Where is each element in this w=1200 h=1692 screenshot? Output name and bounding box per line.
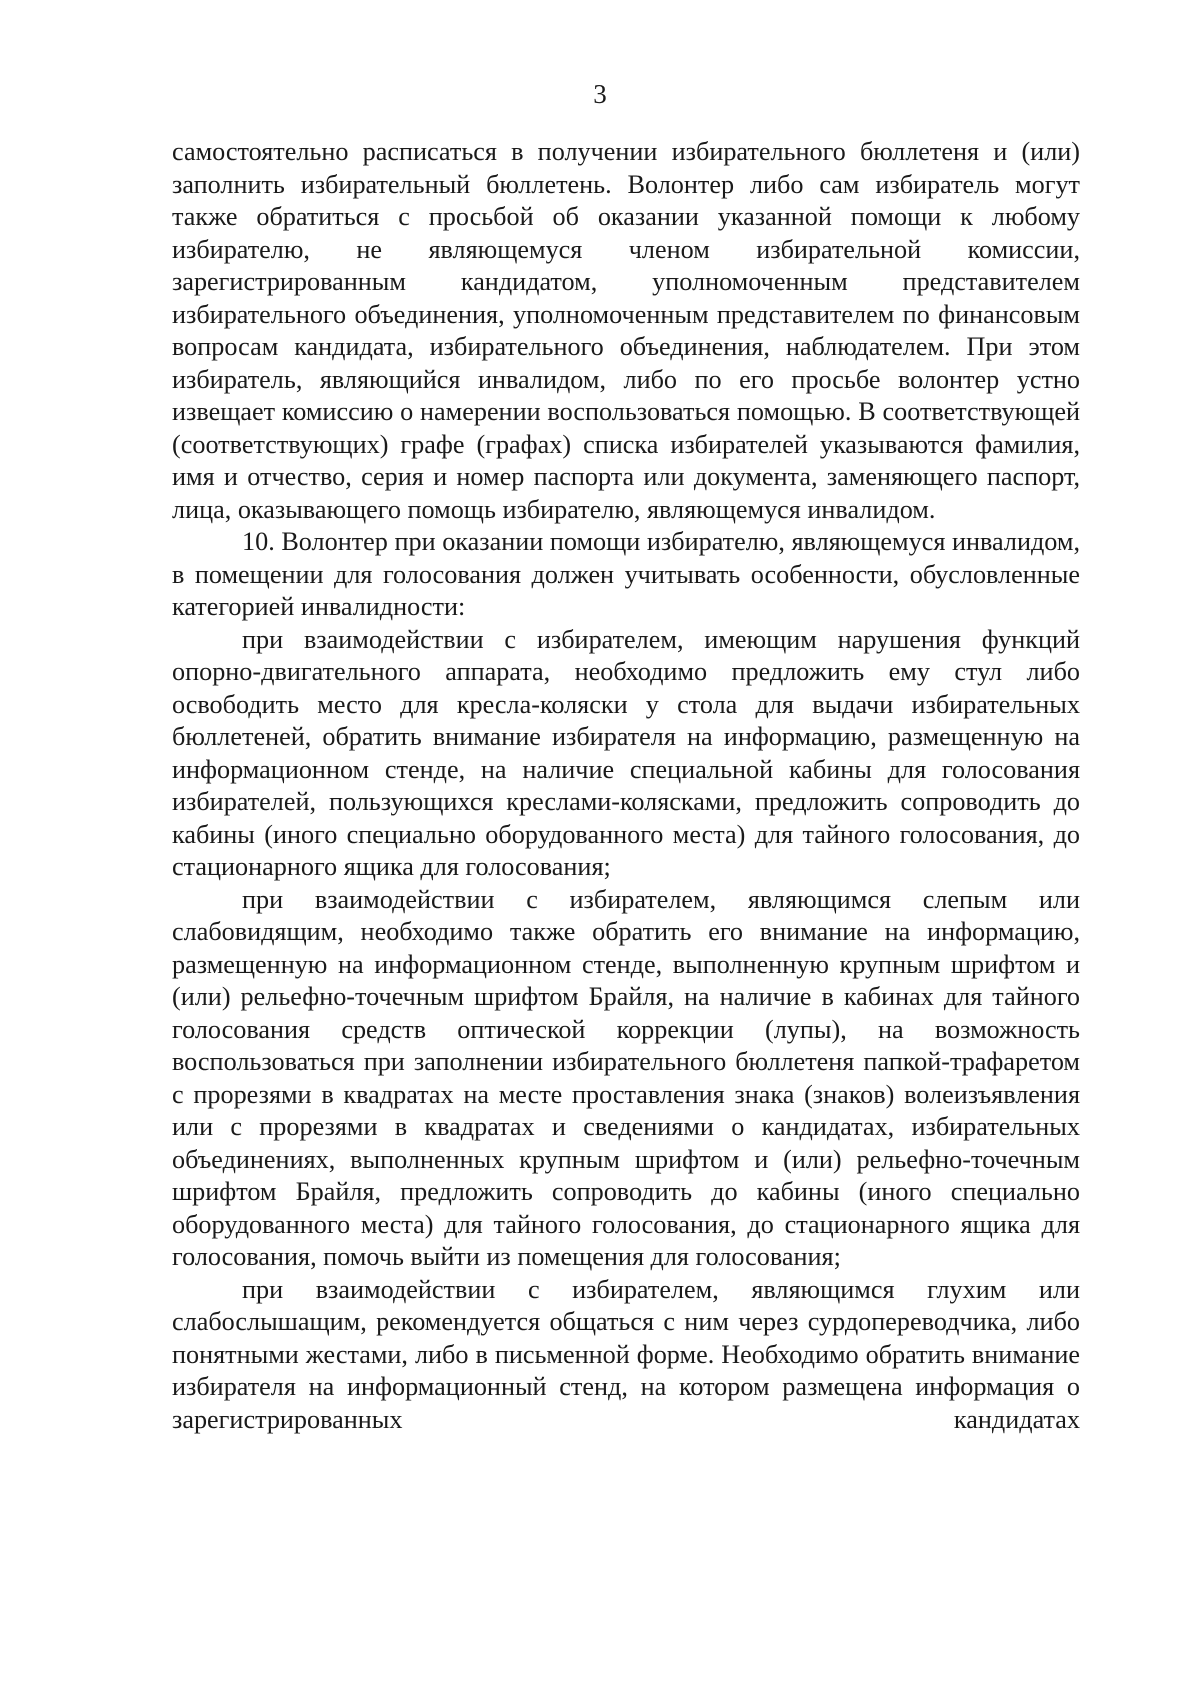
paragraph-visually-impaired: при взаимодействии с избирателем, являющимся слепым или слабовидящим, необходимо также обратить его внимание на информацию, размещенную на информационном стенде, выполненную крупным шрифтом и (или) рельефно-точечным шрифтом Брайля, на наличие в кабинах для тайного голосования средств оптической коррекции (лупы), на возможность воспользоваться при заполнении избирательного бюллетеня папкой-трафаретом с прорезями в квадратах на месте проставления знака (знаков) волеизъявления или с прорезями в квадратах и сведениями о кандидатах, избирательных объединениях, выполненных крупным шрифтом и (или) рельефно-точечным шрифтом Брайля, предложить сопроводить до кабины (иного специально оборудованного места) для тайного голосования, до стационарного ящика для голосования, помочь выйти из помещения для голосования; <box>172 884 1080 1271</box>
paragraph-musculoskeletal: при взаимодействии с избирателем, имеющим нарушения функций опорно-двигательного аппарата, необходимо предложить ему стул либо освободить место для кресла-коляски у стола для выдачи избирательных бюллетеней, обратить внимание избирателя на информацию, размещенную на информационном стенде, на наличие специальной кабины для голосования избирателей, пользующихся креслами-колясками, предложить сопроводить до кабины (иного специально оборудованного места) для тайного голосования, до стационарного ящика для голосования; <box>172 624 1080 881</box>
paragraph-hearing-impaired: при взаимодействии с избирателем, являющимся глухим или слабослышащим, рекомендуется общаться с ним через сурдопереводчика, либо понятными жестами, либо в письменной форме. Необходимо обратить внимание избирателя на информационный стенд, на котором размещена информация о зарегистрированных кандидатах <box>172 1274 1080 1434</box>
paragraph-continuation: самостоятельно расписаться в получении избирательного бюллетеня и (или) заполнить избирательный бюллетень. Волонтер либо сам избиратель могут также обратиться с просьбой об оказании указанной помощи к любому избирателю, не являющемуся членом избирательной комиссии, зарегистрированным кандидатом, уполномоченным представителем избирательного объединения, уполномоченным представителем по финансовым вопросам кандидата, избирательного объединения, наблюдателем. При этом избиратель, являющийся инвалидом, либо по его просьбе волонтер устно извещает комиссию о намерении воспользоваться помощью. В соответствующей (соответствующих) графе (графах) списка избирателей указываются фамилия, имя и отчество, серия и номер паспорта или документа, заменяющего паспорт, лица, оказывающего помощь избирателю, являющемуся инвалидом. <box>172 137 1080 524</box>
document-body <box>172 136 1080 1436</box>
paragraph-item-10: 10. Волонтер при оказании помощи избирателю, являющемуся инвалидом, в помещении для голосования должен учитывать особенности, обусловленные категорией инвалидности: <box>172 527 1080 621</box>
page-number: 3 <box>593 79 607 109</box>
